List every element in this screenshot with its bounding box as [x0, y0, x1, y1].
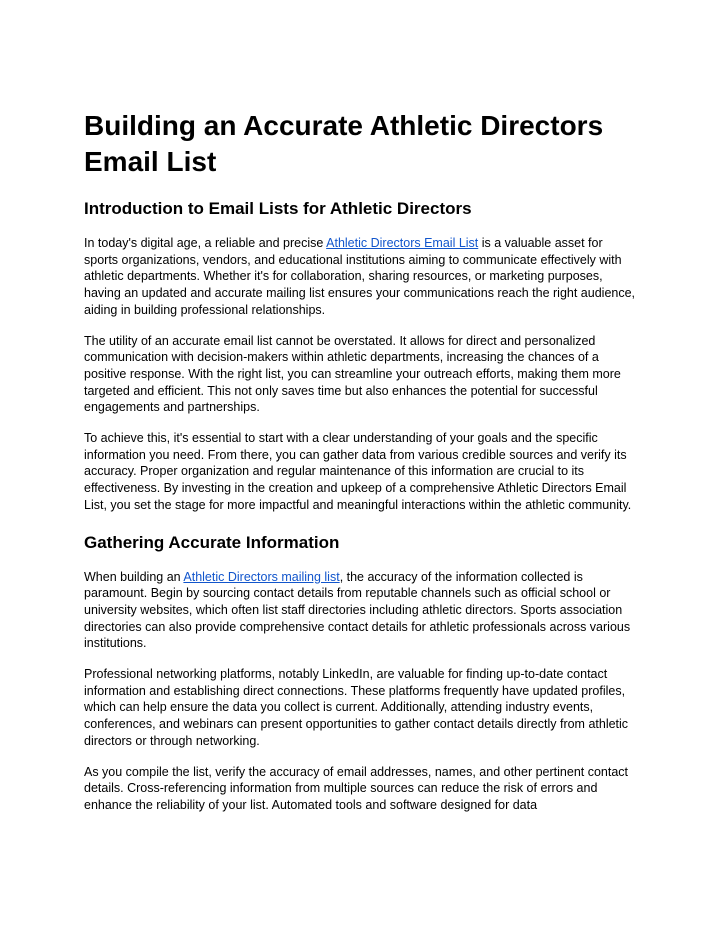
- document-body: [84, 198, 640, 814]
- document-title: Building an Accurate Athletic Directors Email List: [84, 110, 604, 177]
- paragraph: [84, 333, 640, 417]
- text-run: To achieve this, it's essential to start with a clear understanding of your goals and the specific information you need. From there, you can gather data from various credible sources and verify its accuracy. Proper organization and regular maintenance of this information are crucial to its effectiveness. By investing in the creation and upkeep of a comprehensive Athletic Directors Email List, you set the stage for more impactful and meaningful interactions within the athletic community.: [84, 431, 632, 512]
- text-run: is a valuable asset for sports organizations, vendors, and educational institutions aiming to communicate effectively with athletic departments. Whether it's for collaboration, sharing resources, or marketing purposes, having an updated and accurate mailing list ensures your communications reach the right audience, aiding in building professional relationships.: [84, 236, 636, 317]
- paragraph: [84, 569, 640, 653]
- paragraph: [84, 764, 640, 814]
- text-run: The utility of an accurate email list cannot be overstated. It allows for direct and personalized communication with decision-makers within athletic departments, increasing the chances of a positive response. With the right list, you can streamline your outreach efforts, making them more targeted and efficient. This not only saves time but also enhances the potential for successful engagements and partnerships.: [84, 333, 621, 415]
- paragraph: [84, 666, 640, 750]
- section-heading: Introduction to Email Lists for Athletic Directors: [84, 199, 472, 218]
- text-run: When building an: [84, 569, 184, 584]
- hyperlink[interactable]: Athletic Directors Email List: [326, 236, 479, 250]
- text-run: In today's digital age, a reliable and precise: [84, 236, 327, 250]
- text-run: , the accuracy of the information collected is paramount. Begin by sourcing contact details from reputable channels such as official school or university websites, which often list staff directories including athletic directors. Sports association directories can also provide comprehensive contact details for athletic professionals across various institutions.: [84, 569, 631, 651]
- paragraph: [84, 430, 640, 514]
- hyperlink[interactable]: Athletic Directors mailing list: [183, 569, 340, 584]
- text-run: As you compile the list, verify the accuracy of email addresses, names, and other pertinent contact details. Cross-referencing information from multiple sources can reduce the risk of errors and enhance the reliability of your list. Automated tools and software designed for data: [84, 764, 629, 812]
- paragraph: [84, 235, 640, 319]
- section-heading: Gathering Accurate Information: [84, 532, 340, 552]
- text-run: Professional networking platforms, notably LinkedIn, are valuable for finding up-to-date contact information and establishing direct connections. These platforms frequently have updated profiles, which can help ensure the data you collect is current. Additionally, attending industry events, conferences, and webinars can present opportunities to gather contact details directly from athletic directors or through networking.: [84, 667, 629, 748]
